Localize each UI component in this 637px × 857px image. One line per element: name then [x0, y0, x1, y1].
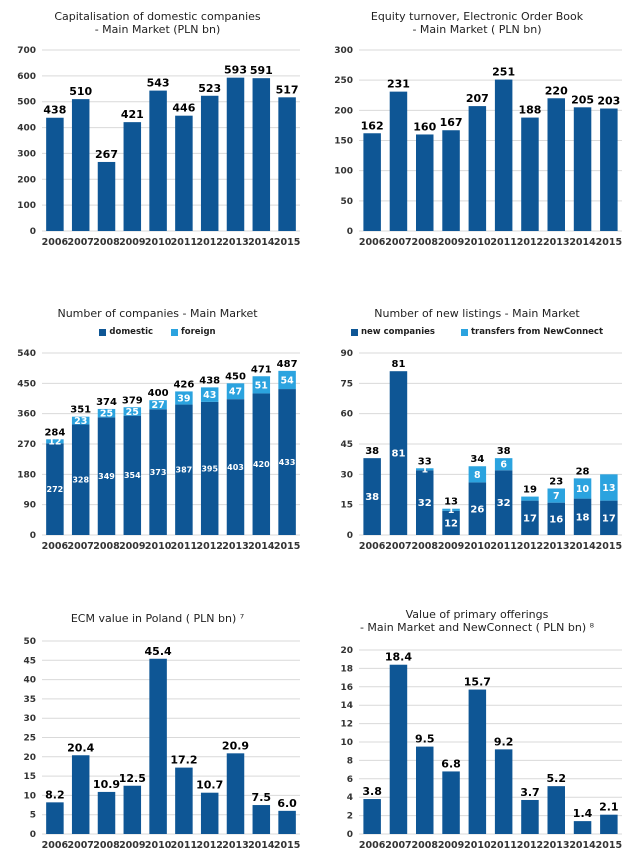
y-tick-label: 300	[334, 46, 353, 56]
bar-segment-ECM-value-2014	[253, 805, 270, 834]
y-tick-label: 8	[346, 756, 353, 767]
y-tick-label: 40	[23, 675, 36, 686]
bar-inside-label: 17	[601, 513, 616, 525]
y-tick-label: 0	[29, 830, 36, 840]
bar-value-label: 5.2	[546, 772, 566, 786]
x-tick-label: 2013	[543, 840, 570, 851]
chart-title	[6, 10, 309, 36]
bar-inside-label: 433	[278, 457, 296, 467]
bar-total-label: 13	[444, 496, 459, 508]
bar-segment-ECM-value-2008	[98, 792, 116, 834]
legend-swatch-domestic	[99, 329, 106, 336]
y-tick-label: 10	[340, 738, 353, 748]
y-tick-label: 14	[340, 701, 353, 712]
bar-total-label: 28	[575, 466, 590, 478]
bar-value-label: 12.5	[118, 771, 146, 785]
bar-inside-label: 32	[417, 498, 432, 510]
y-tick-label: 30	[23, 714, 36, 725]
bar-chart-plot	[6, 629, 309, 852]
bar-inside-label: 51	[254, 380, 268, 392]
bar-segment-transfers-from-NewConnect-2012	[521, 497, 539, 501]
x-tick-label: 2008	[411, 237, 438, 248]
x-tick-label: 2009	[119, 541, 146, 552]
x-tick-label: 2007	[67, 541, 94, 552]
x-tick-label: 2008	[411, 840, 438, 851]
bar-chart-plot	[6, 38, 309, 249]
legend-label-foreign: foreign	[181, 327, 216, 337]
y-tick-label: 60	[340, 409, 353, 420]
bar-segment-primary-offerings-2006	[363, 799, 381, 834]
bar-segment-capitalisation-2014	[253, 78, 270, 231]
x-tick-label: 2007	[67, 840, 94, 851]
bar-total-label: 351	[70, 404, 92, 416]
x-tick-label: 2012	[196, 237, 223, 248]
y-tick-label: 270	[17, 440, 36, 450]
bar-value-label: 517	[275, 83, 299, 97]
bar-inside-label: 349	[98, 472, 115, 482]
bar-segment-equity-turnover-2012	[521, 118, 539, 231]
bar-segment-equity-turnover-2013	[548, 98, 566, 231]
bar-segment-capitalisation-2010	[149, 91, 167, 231]
y-tick-label: 200	[334, 106, 353, 117]
bar-inside-label: 38	[365, 492, 380, 504]
bar-value-label: 205	[571, 93, 595, 107]
x-tick-label: 2015	[595, 237, 623, 248]
x-tick-label: 2012	[516, 541, 544, 552]
x-tick-label: 2010	[144, 840, 172, 851]
bar-value-label: 10.9	[92, 777, 121, 791]
chart-title	[6, 612, 309, 625]
legend-item-domestic	[99, 327, 153, 337]
bar-inside-label: 23	[74, 415, 88, 427]
bar-total-label: 34	[470, 454, 485, 466]
bar-segment-ECM-value-2009	[124, 786, 142, 834]
legend	[323, 327, 631, 337]
bar-value-label: 593	[224, 63, 247, 77]
chart-title-line: Value of primary offerings	[405, 608, 549, 621]
bar-segment-ECM-value-2012	[201, 793, 219, 834]
x-tick-label: 2010	[464, 237, 491, 248]
bar-total-label: 374	[96, 396, 117, 408]
chart-title	[323, 608, 631, 634]
x-tick-label: 2014	[248, 237, 275, 248]
chart-number-of-new-listings	[323, 297, 631, 553]
y-tick-label: 400	[17, 123, 36, 134]
bar-value-label: 20.4	[67, 741, 95, 755]
chart-title-line: - Main Market and NewConnect ( PLN bn) ⁸	[359, 621, 595, 634]
chart-title	[323, 307, 631, 320]
y-tick-label: 16	[340, 682, 353, 693]
bar-inside-label: 387	[175, 465, 193, 475]
x-tick-label: 2014	[569, 237, 596, 248]
y-tick-label: 100	[17, 201, 36, 212]
bar-total-label: 379	[121, 395, 143, 407]
y-tick-label: 5	[29, 810, 36, 821]
bar-total-label: 471	[250, 364, 272, 376]
y-tick-label: 90	[23, 500, 36, 511]
bar-value-label: 20.9	[221, 739, 250, 753]
chart-title-line: - Main Market ( PLN bn)	[412, 23, 542, 36]
bar-value-label: 510	[69, 85, 93, 99]
bar-segment-capitalisation-2015	[278, 97, 296, 231]
bar-value-label: 2.1	[599, 800, 619, 814]
bar-chart-plot	[323, 38, 631, 249]
y-tick-label: 35	[23, 694, 36, 705]
chart-capitalisation-domestic-companies	[6, 6, 309, 249]
bar-total-label: 284	[44, 427, 66, 439]
x-tick-label: 2014	[248, 541, 275, 552]
bar-value-label: 591	[249, 64, 273, 78]
bar-value-label: 8.2	[45, 788, 65, 802]
bar-segment-capitalisation-2012	[201, 96, 219, 231]
bar-inside-label: 328	[72, 475, 90, 485]
x-tick-label: 2006	[358, 541, 386, 552]
bar-inside-label: 403	[227, 462, 244, 472]
bar-value-label: 9.5	[415, 732, 435, 746]
x-tick-label: 2007	[385, 541, 412, 552]
bar-inside-label: 27	[151, 400, 165, 412]
bar-value-label: 167	[439, 116, 463, 130]
bar-inside-label: 420	[252, 460, 270, 470]
bar-inside-label: 1	[421, 464, 429, 476]
y-tick-label: 25	[23, 733, 36, 744]
bar-segment-capitalisation-2007	[72, 99, 90, 231]
x-tick-label: 2010	[464, 541, 491, 552]
bar-inside-label: 7	[552, 490, 560, 502]
chart-title-line: Capitalisation of domestic companies	[54, 10, 261, 23]
x-tick-label: 2009	[437, 840, 465, 851]
y-tick-label: 300	[17, 149, 36, 160]
bar-segment-equity-turnover-2006	[363, 133, 381, 231]
bar-total-label: 81	[391, 359, 406, 371]
legend-swatch-transfers	[461, 329, 468, 336]
x-tick-label: 2015	[273, 237, 301, 248]
bar-inside-label: 43	[203, 390, 217, 402]
chart-value-primary-offerings	[323, 602, 631, 852]
bar-total-label: 33	[417, 456, 432, 468]
y-tick-label: 0	[346, 531, 353, 541]
x-tick-label: 2009	[437, 237, 465, 248]
bar-inside-label: 25	[125, 406, 139, 418]
bar-value-label: 7.5	[251, 791, 272, 805]
y-tick-label: 540	[17, 349, 36, 359]
x-tick-label: 2013	[543, 237, 570, 248]
chart-title-line: Number of companies - Main Market	[57, 307, 258, 320]
y-tick-label: 75	[340, 379, 353, 390]
x-tick-label: 2010	[144, 541, 172, 552]
bar-value-label: 438	[43, 103, 67, 117]
legend	[6, 327, 309, 337]
x-tick-label: 2013	[222, 840, 249, 851]
y-tick-label: 700	[17, 46, 36, 56]
x-tick-label: 2011	[490, 237, 517, 248]
x-tick-label: 2013	[543, 541, 570, 552]
x-tick-label: 2011	[490, 840, 517, 851]
y-tick-label: 250	[334, 76, 353, 87]
y-tick-label: 45	[23, 656, 36, 667]
bar-segment-ECM-value-2010	[149, 659, 167, 834]
x-tick-label: 2006	[41, 840, 69, 851]
x-tick-label: 2007	[385, 840, 412, 851]
bar-segment-equity-turnover-2011	[495, 80, 513, 231]
y-tick-label: 20	[340, 646, 353, 656]
bar-inside-label: 12	[48, 436, 62, 448]
bar-value-label: 203	[597, 94, 621, 108]
bar-value-label: 162	[360, 119, 384, 133]
y-tick-label: 15	[23, 772, 36, 783]
bar-inside-label: 17	[522, 513, 537, 525]
bar-inside-label: 373	[149, 468, 167, 478]
bar-value-label: 45.4	[144, 644, 172, 658]
x-tick-label: 2012	[516, 840, 544, 851]
x-tick-label: 2013	[222, 237, 249, 248]
bar-segment-ECM-value-2006	[46, 802, 64, 834]
x-tick-label: 2010	[464, 840, 491, 851]
x-tick-label: 2012	[516, 237, 544, 248]
bar-segment-ECM-value-2007	[72, 755, 90, 834]
bar-inside-label: 81	[391, 448, 406, 460]
legend-swatch-new-companies	[351, 329, 358, 336]
bar-segment-ECM-value-2013	[227, 753, 245, 834]
bar-segment-ECM-value-2011	[175, 768, 193, 834]
bar-segment-capitalisation-2013	[227, 78, 245, 231]
y-tick-label: 45	[340, 440, 353, 450]
x-tick-label: 2012	[196, 541, 223, 552]
y-tick-label: 50	[340, 196, 353, 207]
bar-inside-label: 8	[474, 469, 481, 481]
bar-inside-label: 47	[228, 386, 243, 398]
x-tick-label: 2007	[67, 237, 94, 248]
x-tick-label: 2015	[273, 840, 301, 851]
bar-value-label: 10.7	[196, 778, 224, 792]
bar-value-label: 207	[465, 92, 489, 106]
bar-value-label: 421	[120, 108, 144, 122]
bar-inside-label: 16	[549, 514, 564, 526]
bar-value-label: 6.8	[441, 757, 461, 771]
x-tick-label: 2009	[437, 541, 465, 552]
bar-segment-primary-offerings-2013	[548, 786, 566, 834]
y-tick-label: 4	[346, 793, 353, 804]
bar-inside-label: 12	[444, 518, 459, 530]
legend-swatch-foreign	[171, 329, 178, 336]
bar-inside-label: 54	[280, 375, 294, 387]
x-tick-label: 2011	[170, 237, 198, 248]
legend-label-domestic: domestic	[109, 327, 154, 337]
bar-inside-label: 272	[46, 485, 64, 495]
bar-segment-capitalisation-2008	[98, 162, 116, 231]
chart-title-line: Number of new listings - Main Market	[374, 307, 580, 320]
x-tick-label: 2014	[569, 541, 596, 552]
x-tick-label: 2015	[273, 541, 301, 552]
x-tick-label: 2011	[490, 541, 517, 552]
x-tick-label: 2015	[595, 541, 623, 552]
legend-item-foreign	[171, 327, 216, 337]
x-tick-label: 2015	[595, 840, 623, 851]
y-tick-label: 0	[29, 227, 36, 237]
x-tick-label: 2008	[93, 237, 120, 248]
y-tick-label: 600	[17, 71, 36, 82]
legend-label-new-companies: new companies	[360, 327, 435, 337]
bar-segment-capitalisation-2011	[175, 116, 193, 231]
bar-segment-primary-offerings-2008	[416, 747, 434, 834]
x-tick-label: 2006	[41, 541, 69, 552]
legend-label-transfers: transfers from NewConnect	[470, 327, 604, 337]
bar-inside-label: 13	[602, 482, 616, 494]
x-tick-label: 2010	[144, 237, 172, 248]
y-tick-label: 200	[17, 175, 36, 186]
bar-segment-primary-offerings-2015	[600, 815, 618, 834]
bar-total-label: 426	[173, 379, 195, 391]
bar-value-label: 446	[172, 101, 196, 115]
bar-value-label: 9.2	[493, 735, 514, 749]
legend-item-new-companies	[351, 327, 435, 337]
y-tick-label: 20	[23, 752, 36, 763]
x-tick-label: 2008	[93, 541, 120, 552]
y-tick-label: 10	[23, 791, 36, 802]
bar-segment-primary-offerings-2012	[521, 800, 539, 834]
chart-title	[323, 10, 631, 36]
bar-segment-equity-turnover-2015	[600, 109, 618, 231]
y-tick-label: 90	[340, 349, 353, 359]
bar-value-label: 160	[413, 120, 437, 134]
bar-inside-label: 25	[99, 408, 114, 420]
y-tick-label: 18	[340, 664, 353, 675]
bar-inside-label: 39	[177, 393, 191, 405]
bar-inside-label: 32	[496, 498, 511, 510]
y-tick-label: 500	[17, 97, 36, 108]
x-tick-label: 2014	[248, 840, 275, 851]
y-tick-label: 12	[340, 719, 353, 730]
bar-value-label: 231	[386, 77, 410, 91]
bar-inside-label: 10	[575, 483, 590, 495]
bar-segment-primary-offerings-2009	[442, 771, 460, 834]
bar-chart-plot	[323, 638, 631, 852]
bar-total-label: 19	[522, 484, 537, 496]
y-tick-label: 15	[340, 500, 353, 511]
bar-value-label: 15.7	[463, 675, 491, 689]
bar-total-label: 23	[549, 476, 564, 488]
bar-segment-primary-offerings-2010	[469, 690, 487, 834]
y-tick-label: 450	[17, 379, 36, 390]
y-tick-label: 2	[346, 811, 353, 822]
bar-segment-capitalisation-2009	[124, 122, 142, 231]
bar-total-label: 438	[199, 375, 221, 387]
x-tick-label: 2013	[222, 541, 249, 552]
bar-value-label: 1.4	[572, 807, 593, 821]
y-tick-label: 180	[17, 470, 36, 481]
bar-value-label: 18.4	[384, 650, 413, 664]
bar-value-label: 267	[95, 147, 118, 161]
y-tick-label: 0	[346, 227, 353, 237]
y-tick-label: 100	[334, 166, 353, 177]
bar-segment-equity-turnover-2009	[442, 130, 460, 231]
x-tick-label: 2007	[385, 237, 412, 248]
bar-segment-equity-turnover-2007	[390, 92, 408, 231]
bar-segment-capitalisation-2006	[46, 118, 64, 231]
bar-value-label: 3.7	[520, 785, 540, 799]
x-tick-label: 2012	[196, 840, 223, 851]
y-tick-label: 0	[346, 830, 353, 840]
bar-segment-equity-turnover-2014	[574, 107, 592, 231]
stacked-bar-chart-plot	[6, 341, 309, 553]
bar-value-label: 3.8	[362, 785, 382, 799]
bar-inside-label: 395	[201, 464, 219, 474]
x-tick-label: 2008	[93, 840, 120, 851]
bar-value-label: 17.2	[170, 753, 198, 767]
x-tick-label: 2014	[569, 840, 596, 851]
x-tick-label: 2006	[358, 840, 386, 851]
bar-value-label: 543	[146, 76, 170, 90]
y-tick-label: 0	[29, 531, 36, 541]
bar-total-label: 450	[225, 371, 246, 383]
chart-title	[6, 307, 309, 320]
bar-value-label: 6.0	[277, 796, 297, 810]
stacked-bar-chart-plot	[323, 341, 631, 553]
bar-inside-label: 26	[470, 504, 485, 516]
chart-ecm-value-poland	[6, 602, 309, 852]
y-tick-label: 150	[334, 136, 353, 147]
chart-title-line: - Main Market (PLN bn)	[94, 23, 221, 36]
x-tick-label: 2006	[41, 237, 69, 248]
bar-value-label: 251	[492, 65, 516, 79]
bar-value-label: 523	[198, 81, 222, 95]
bar-total-label: 400	[147, 388, 169, 400]
bar-inside-label: 6	[500, 459, 507, 471]
x-tick-label: 2006	[358, 237, 386, 248]
bar-segment-primary-offerings-2007	[390, 665, 408, 834]
y-tick-label: 360	[17, 409, 36, 420]
chart-title-line: ECM value in Poland ( PLN bn) ⁷	[70, 612, 245, 625]
bar-total-label: 38	[496, 446, 511, 458]
y-tick-label: 50	[23, 637, 36, 647]
legend-item-transfers	[461, 327, 603, 337]
bar-segment-equity-turnover-2008	[416, 134, 434, 231]
bar-segment-primary-offerings-2014	[574, 821, 592, 834]
chart-title-line: Equity turnover, Electronic Order Book	[370, 10, 584, 23]
x-tick-label: 2011	[170, 840, 198, 851]
bar-segment-ECM-value-2015	[278, 811, 296, 834]
bar-inside-label: 18	[575, 512, 590, 524]
bar-value-label: 220	[544, 84, 568, 98]
bar-segment-equity-turnover-2010	[469, 106, 487, 231]
x-tick-label: 2011	[170, 541, 198, 552]
x-tick-label: 2008	[411, 541, 438, 552]
bar-value-label: 188	[518, 103, 542, 117]
chart-equity-turnover	[323, 6, 631, 249]
bar-inside-label: 1	[447, 505, 455, 517]
y-tick-label: 6	[346, 774, 353, 785]
bar-segment-primary-offerings-2011	[495, 749, 513, 834]
bar-inside-label: 354	[123, 471, 141, 481]
x-tick-label: 2009	[119, 237, 146, 248]
x-tick-label: 2009	[119, 840, 146, 851]
y-tick-label: 30	[340, 470, 353, 481]
chart-number-of-companies	[6, 297, 309, 553]
bar-total-label: 487	[276, 358, 298, 370]
bar-total-label: 38	[365, 446, 380, 458]
